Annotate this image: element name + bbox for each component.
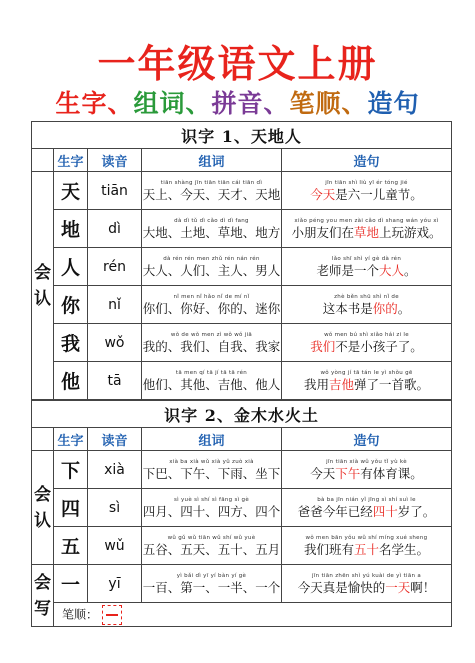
side-label-char: 写 xyxy=(34,598,51,619)
col-head-sentence: 造句 xyxy=(282,149,452,172)
words-pinyin: tiān shàng jīn tiān tiān cái tiān dì xyxy=(160,179,263,186)
blank-head xyxy=(32,149,54,172)
sentence-pinyin: bà ba jīn nián yǐ jīng sì shí suì le xyxy=(317,496,416,503)
sentence-pinyin: jīn tiān shì liù yī ér tóng jié xyxy=(325,179,408,186)
words-pinyin: wǔ gǔ wǔ tiān wǔ shí wǔ yuè xyxy=(167,534,256,541)
sentence-text xyxy=(282,466,451,482)
sentence-pinyin: wǒ yòng jí tā tán le yì shǒu gē xyxy=(320,369,413,376)
sentence-part: 下午 xyxy=(335,465,361,481)
subtitle-segment: 组词、 xyxy=(133,89,212,118)
sentence-part: 吉他 xyxy=(328,376,354,392)
words-pinyin: wǒ de wǒ men zì wǒ wǒ jiā xyxy=(170,331,253,338)
side-label-char: 认 xyxy=(34,288,51,309)
sentence-part: 啊！ xyxy=(410,579,436,595)
pinyin-cell: xià xyxy=(88,451,142,489)
sentence-part: 小朋友们在 xyxy=(291,224,354,240)
sentence-part: 这本书是 xyxy=(322,300,373,316)
words-text: 天上、今天、天才、天地 xyxy=(142,186,281,202)
side-label-char: 会 xyxy=(34,572,51,593)
words-pinyin: nǐ men nǐ hǎo nǐ de mí nǐ xyxy=(173,293,250,300)
words-pinyin: xià ba xià wǔ xià yǔ zuò xià xyxy=(169,458,254,465)
sentence-part: 爸爸今年已经 xyxy=(297,503,373,519)
sentence-part: 老师是一个 xyxy=(316,262,379,278)
sentence-part: 草地 xyxy=(353,224,379,240)
sentence-part: 名学生。 xyxy=(379,541,430,557)
sentence-part: 我们 xyxy=(310,338,336,354)
col-head-pinyin: 读音 xyxy=(88,149,142,172)
pinyin-cell: rén xyxy=(88,248,142,286)
sentence-cell xyxy=(282,527,452,565)
table-row xyxy=(32,362,452,400)
sentence-cell xyxy=(282,286,452,324)
sentence-part: 你的 xyxy=(372,300,398,316)
table-row xyxy=(32,451,452,489)
sentence-part: 弹了一首歌。 xyxy=(354,376,430,392)
words-text: 下巴、下午、下雨、坐下 xyxy=(142,465,281,481)
side-label xyxy=(32,451,54,565)
subtitle-segment: 生字、 xyxy=(55,89,134,118)
sentence-text xyxy=(282,187,451,203)
sentence-cell xyxy=(282,172,452,210)
sentence-pinyin: lǎo shī shì yí gè dà rén xyxy=(331,255,402,262)
table-row xyxy=(32,286,452,324)
sentence-cell xyxy=(282,489,452,527)
sentence-text xyxy=(282,542,451,558)
col-head-words: 组词 xyxy=(142,428,282,451)
sentence-pinyin: jīn tiān zhēn shì yú kuài de yì tiān a xyxy=(311,572,422,579)
sentence-part: 一天 xyxy=(385,579,411,595)
sentence-part: 岁了。 xyxy=(397,503,436,519)
page-title: 一年级语文上册 xyxy=(97,42,378,86)
sentence-cell xyxy=(282,324,452,362)
sentence-part: 有体育课。 xyxy=(360,465,423,481)
sentence-cell xyxy=(282,248,452,286)
stroke-row xyxy=(32,603,452,627)
sentence-text xyxy=(282,504,451,520)
sentence-part: 今天 xyxy=(310,186,336,202)
table-row xyxy=(32,324,452,362)
section1-table xyxy=(31,121,452,400)
sentence-part: 不是小孩子了。 xyxy=(335,338,423,354)
pinyin-cell: tiān xyxy=(88,172,142,210)
sentence-part: 四十 xyxy=(372,503,398,519)
stroke-order-icon xyxy=(102,605,122,625)
words-text: 五谷、五天、五十、五月 xyxy=(142,541,281,557)
sentence-text xyxy=(282,263,451,279)
char-cell: 人 xyxy=(54,248,88,286)
words-pinyin: dà rén rén men zhǔ rén nán rén xyxy=(163,255,260,262)
sentence-part: 五十 xyxy=(354,541,380,557)
col-head-char: 生字 xyxy=(54,428,88,451)
section2-table xyxy=(31,400,452,627)
page-subtitle xyxy=(0,90,475,118)
char-cell: 下 xyxy=(54,451,88,489)
char-cell: 天 xyxy=(54,172,88,210)
pinyin-cell: dì xyxy=(88,210,142,248)
words-text: 我的、我们、自我、我家 xyxy=(142,338,281,354)
sentence-part: 。 xyxy=(397,300,411,316)
sentence-part: 我们班有 xyxy=(303,541,354,557)
sentence-pinyin: xiǎo péng you men zài cǎo dì shang wán yóu xì xyxy=(294,217,439,224)
col-head-words: 组词 xyxy=(142,149,282,172)
words-cell xyxy=(142,210,282,248)
words-pinyin: yì bǎi dì yī yí bàn yí gè xyxy=(176,572,247,579)
words-cell xyxy=(142,172,282,210)
char-cell: 一 xyxy=(54,565,88,603)
col-head-sentence: 造句 xyxy=(282,428,452,451)
char-cell: 四 xyxy=(54,489,88,527)
words-cell xyxy=(142,451,282,489)
col-head-pinyin: 读音 xyxy=(88,428,142,451)
sentence-text xyxy=(282,339,451,355)
subtitle-segment: 笔顺、 xyxy=(289,89,368,118)
words-text: 他们、其他、吉他、他人 xyxy=(142,376,281,392)
table-row xyxy=(32,172,452,210)
sentence-part: 是六一儿童节。 xyxy=(335,186,423,202)
sentence-cell xyxy=(282,451,452,489)
sentence-part: 上玩游戏。 xyxy=(379,224,442,240)
sentence-pinyin: wǒ men bú shì xiǎo hái zi le xyxy=(324,331,409,338)
words-text: 你们、你好、你的、迷你 xyxy=(142,300,281,316)
table-row xyxy=(32,210,452,248)
sentence-part: 大人 xyxy=(378,262,404,278)
stroke-label: 笔顺： xyxy=(62,607,99,621)
words-cell xyxy=(142,324,282,362)
words-cell xyxy=(142,489,282,527)
sentence-part: 。 xyxy=(404,262,417,278)
blank-head xyxy=(32,428,54,451)
sentence-cell xyxy=(282,565,452,603)
side-label xyxy=(32,565,54,627)
table-row xyxy=(32,489,452,527)
sentence-text xyxy=(282,225,451,241)
char-cell: 五 xyxy=(54,527,88,565)
pinyin-cell: yī xyxy=(88,565,142,603)
sentence-part: 我用 xyxy=(303,376,329,392)
sentence-text xyxy=(282,580,451,596)
sentence-cell xyxy=(282,210,452,248)
words-cell xyxy=(142,362,282,400)
pinyin-cell: wǒ xyxy=(88,324,142,362)
words-pinyin: tā men qí tā jí tā tā rén xyxy=(175,369,248,376)
table-row xyxy=(32,527,452,565)
words-cell xyxy=(142,248,282,286)
char-cell: 你 xyxy=(54,286,88,324)
words-text: 大地、土地、草地、地方 xyxy=(142,224,281,240)
sentence-pinyin: wǒ men bān yǒu wǔ shí míng xué sheng xyxy=(305,534,428,541)
words-text: 四月、四十、四方、四个 xyxy=(142,503,281,519)
words-cell xyxy=(142,565,282,603)
words-pinyin: dà dì tǔ dì cǎo dì dì fang xyxy=(174,217,249,224)
sentence-part: 今天真是愉快的 xyxy=(297,579,386,595)
pinyin-cell: sì xyxy=(88,489,142,527)
sentence-pinyin: jīn tiān xià wǔ yǒu tǐ yù kè xyxy=(326,458,407,465)
section1-heading: 识字 1、天地人 xyxy=(32,122,452,149)
pinyin-cell: wǔ xyxy=(88,527,142,565)
side-label-char: 会 xyxy=(34,484,51,505)
sentence-cell xyxy=(282,362,452,400)
char-cell: 他 xyxy=(54,362,88,400)
words-text: 一百、第一、一半、一个 xyxy=(142,579,281,595)
words-text: 大人、人们、主人、男人 xyxy=(142,262,281,278)
words-cell xyxy=(142,527,282,565)
sentence-pinyin: zhè běn shū shì nǐ de xyxy=(334,293,399,300)
side-label-char: 会 xyxy=(34,262,51,283)
pinyin-cell: nǐ xyxy=(88,286,142,324)
sentence-part: 今天 xyxy=(310,465,336,481)
char-cell: 地 xyxy=(54,210,88,248)
pinyin-cell: tā xyxy=(88,362,142,400)
section2-heading: 识字 2、金木水火土 xyxy=(32,401,452,428)
col-head-char: 生字 xyxy=(54,149,88,172)
subtitle-segment: 造句 xyxy=(367,89,420,118)
table-row xyxy=(32,565,452,603)
sentence-text xyxy=(282,301,451,317)
side-label xyxy=(32,172,54,400)
side-label-char: 认 xyxy=(34,510,51,531)
table-row xyxy=(32,248,452,286)
char-cell: 我 xyxy=(54,324,88,362)
subtitle-segment: 拼音、 xyxy=(211,89,290,118)
sentence-text xyxy=(282,377,451,393)
words-cell xyxy=(142,286,282,324)
words-pinyin: sì yuè sì shí sì fāng sì gè xyxy=(173,496,250,503)
stroke-cell xyxy=(54,603,452,627)
